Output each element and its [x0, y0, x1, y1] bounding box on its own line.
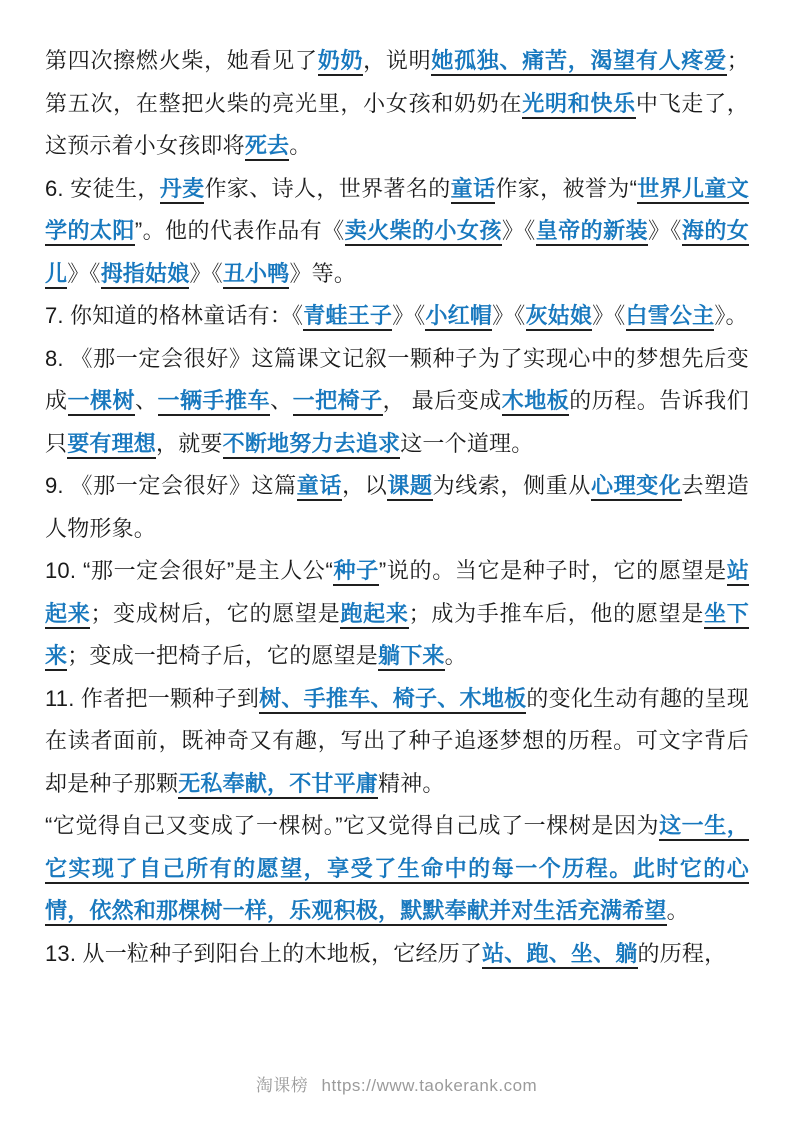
- text-run: ”。他的代表作品有《: [134, 218, 345, 243]
- document-body: [45, 40, 749, 975]
- highlight-run: 海的女儿: [45, 218, 749, 289]
- paragraph: [45, 550, 749, 678]
- text-run: 》《: [67, 260, 101, 286]
- highlight-run: 光明和快乐: [522, 91, 636, 119]
- text-run: 》《: [501, 218, 536, 243]
- text-run: 。: [289, 133, 312, 158]
- text-run: 精神。: [378, 770, 445, 796]
- highlight-run: 站、跑、坐、躺: [482, 941, 637, 969]
- text-run: 中飞走了，这预示着小女孩即将: [45, 90, 749, 158]
- highlight-run: 这一生，它实现了自己所有的愿望，享受了生命中的每一个历程。此时它的心情，依然和那棵树一样，乐观积极，默默奉献并对生活充满希望: [45, 813, 749, 926]
- text-run: 11. 作者把一颗种子到: [45, 685, 260, 711]
- paragraph: [45, 678, 749, 806]
- paragraph: [45, 295, 749, 338]
- highlight-run: 灰姑娘: [526, 303, 593, 331]
- text-run: ；变成一把椅子后，它的愿望是: [67, 643, 379, 668]
- text-run: ，就要: [156, 430, 223, 456]
- highlight-run: 童话: [451, 176, 496, 204]
- text-run: 的变化生动有趣的呈现在读者面前，既神奇又有趣，写出了种子追逐梦想的历程。可文字背后却是种子那颗: [45, 685, 749, 796]
- text-run: 第四次擦燃火柴，她看见了: [45, 48, 318, 73]
- text-run: 、: [270, 388, 293, 413]
- text-run: 为线索，侧重从: [432, 473, 592, 498]
- footer-url: https://www.taokerank.com: [321, 1076, 538, 1095]
- text-run: 去塑造人物形象。: [45, 473, 750, 541]
- highlight-run: 种子: [333, 558, 379, 586]
- text-run: ；变成树后，它的愿望是: [90, 600, 341, 626]
- text-run: 10. “那一定会很好”是主人公“: [45, 558, 334, 583]
- highlight-run: 不断地努力去追求: [223, 431, 401, 459]
- text-run: 》《: [592, 303, 626, 328]
- highlight-run: 白雪公主: [626, 303, 715, 331]
- text-run: 》《: [189, 260, 223, 286]
- paragraph: [45, 465, 749, 550]
- highlight-run: 木地板: [502, 388, 570, 416]
- highlight-run: 小红帽: [425, 303, 492, 331]
- text-run: 。: [666, 898, 689, 923]
- highlight-run: 丹麦: [160, 176, 205, 204]
- highlight-run: 要有理想: [67, 431, 156, 459]
- highlight-run: 一棵树: [68, 388, 136, 416]
- highlight-run: 躺下来: [378, 643, 445, 671]
- highlight-run: 皇帝的新装: [536, 218, 648, 246]
- text-run: 6. 安徒生，: [45, 175, 160, 201]
- text-run: 7. 你知道的格林童话有：《: [45, 303, 304, 328]
- text-run: 作家、诗人，世界著名的: [204, 175, 451, 201]
- text-run: 的历程，: [637, 940, 727, 966]
- text-run: 的历程。告诉我们只: [45, 388, 749, 456]
- text-run: “它觉得自己又变成了一棵树。”它又觉得自己成了一棵树是因为: [45, 813, 660, 838]
- text-run: ；成为手推车后，他的愿望是: [408, 600, 705, 626]
- highlight-run: 一把椅子: [293, 388, 383, 416]
- text-run: ”说的。当它是种子时，它的愿望是: [378, 558, 727, 583]
- highlight-run: 丑小鸭: [223, 261, 290, 289]
- text-run: 》。: [714, 303, 748, 328]
- text-run: ，以: [342, 473, 388, 498]
- text-run: 、: [135, 388, 158, 413]
- highlight-run: 站起来: [45, 558, 749, 629]
- highlight-run: 奶奶: [318, 48, 363, 76]
- text-run: 》《: [647, 218, 682, 243]
- highlight-run: 课题: [387, 473, 432, 501]
- text-run: 9. 《那一定会很好》这篇: [45, 473, 297, 498]
- text-run: ，说明: [363, 48, 432, 73]
- text-run: ；第五次，在整把火柴的亮光里，小女孩和奶奶在: [45, 48, 749, 116]
- highlight-run: 她孤独、痛苦，渴望有人疼爱: [431, 48, 726, 76]
- text-run: 8. 《那一定会很好》这篇课文记叙一颗种子为了实现心中的梦想先后变成: [45, 345, 749, 413]
- paragraph: [45, 168, 749, 296]
- highlight-run: 死去: [245, 133, 289, 161]
- highlight-run: 卖火柴的小女孩: [345, 218, 502, 246]
- paragraph: [45, 338, 749, 466]
- highlight-run: 童话: [297, 473, 342, 501]
- text-run: 》等。: [289, 260, 357, 286]
- text-run: 》《: [492, 303, 526, 328]
- text-run: 。: [444, 643, 467, 668]
- highlight-run: 心理变化: [591, 473, 682, 501]
- footer-brand: 淘课榜: [255, 1076, 309, 1095]
- text-run: 作家，被誉为“: [495, 175, 638, 201]
- text-run: 》《: [392, 303, 426, 328]
- text-run: 这一个道理。: [400, 430, 534, 456]
- highlight-run: 青蛙王子: [303, 303, 392, 331]
- paragraph: [45, 40, 749, 168]
- paragraph: [45, 805, 749, 933]
- paragraph: [45, 933, 749, 976]
- page-footer: [0, 1071, 793, 1096]
- highlight-run: 无私奉献，不甘平庸: [178, 771, 378, 799]
- highlight-run: 跑起来: [340, 601, 408, 629]
- highlight-run: 树、手推车、椅子、木地板: [259, 686, 526, 714]
- text-run: 13. 从一粒种子到阳台上的木地板，它经历了: [45, 940, 483, 966]
- highlight-run: 一辆手推车: [158, 388, 271, 416]
- text-run: ， 最后变成: [382, 388, 502, 413]
- highlight-run: 世界儿童文学的太阳: [45, 176, 749, 247]
- highlight-run: 坐下来: [45, 601, 749, 672]
- highlight-run: 拇指姑娘: [101, 261, 190, 289]
